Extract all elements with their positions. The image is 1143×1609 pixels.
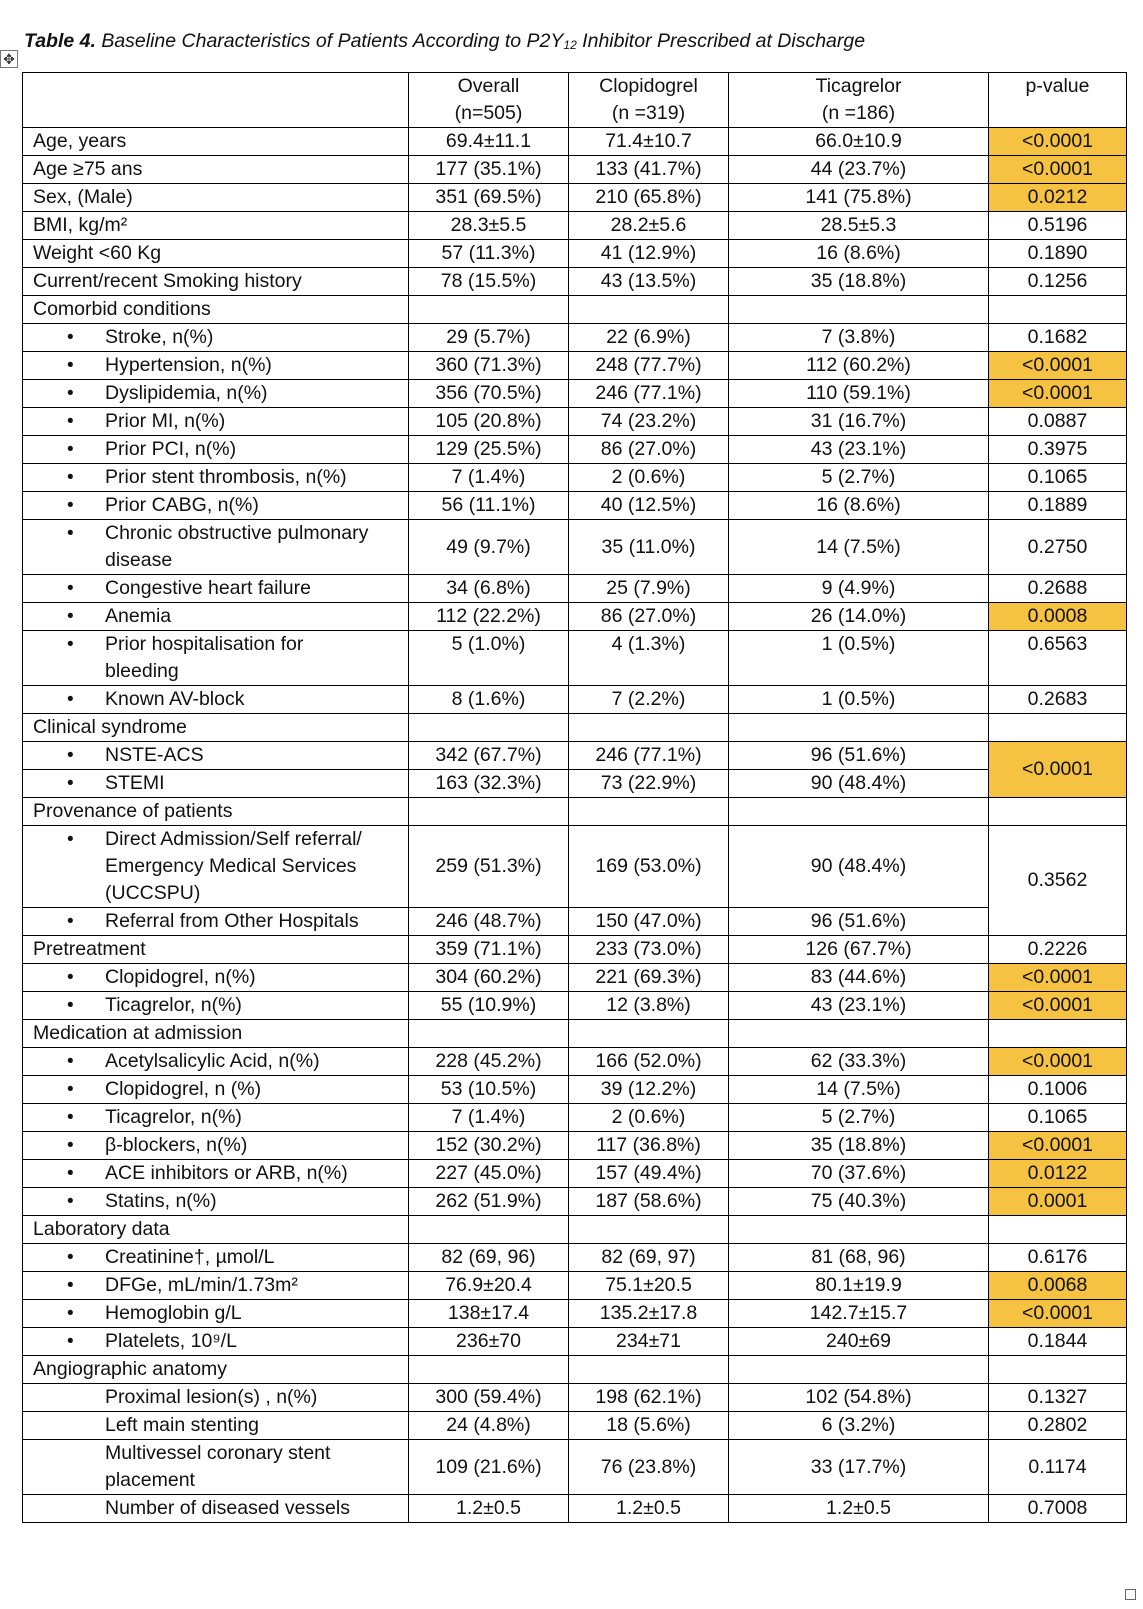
table-row: [23, 1440, 1127, 1495]
cell-overall: 7 (1.4%): [409, 464, 569, 492]
cell-clopidogrel: 246 (77.1%): [569, 380, 729, 408]
cell-overall: 53 (10.5%): [409, 1076, 569, 1104]
section-label: Laboratory data: [23, 1216, 409, 1244]
row-label: • Acetylsalicylic Acid, n(%): [23, 1048, 409, 1076]
table-row: [23, 686, 1127, 714]
cell-overall: 351 (69.5%): [409, 184, 569, 212]
row-label-line: disease: [105, 549, 173, 571]
cell-ticagrelor: 1 (0.5%): [729, 686, 989, 714]
section-row: [23, 296, 1127, 324]
cell-clopidogrel: 210 (65.8%): [569, 184, 729, 212]
cell-overall: 342 (67.7%): [409, 742, 569, 770]
section-label: Provenance of patients: [23, 798, 409, 826]
cell-ticagrelor: 240±69: [729, 1328, 989, 1356]
table-caption-label: Table 4.: [24, 30, 96, 52]
cell-overall: 76.9±20.4: [409, 1272, 569, 1300]
row-label: Pretreatment: [23, 936, 409, 964]
section-label: Medication at admission: [23, 1020, 409, 1048]
table-row: [23, 1048, 1127, 1076]
table-row: [23, 575, 1127, 603]
row-label: BMI, kg/m²: [23, 212, 409, 240]
cell-p-value: 0.0008: [989, 603, 1127, 631]
cell-p-value: 0.6176: [989, 1244, 1127, 1272]
table-row: [23, 1300, 1127, 1328]
cell-clopidogrel: 221 (69.3%): [569, 964, 729, 992]
cell-overall: 69.4±11.1: [409, 128, 569, 156]
table-row: [23, 380, 1127, 408]
cell-clopidogrel: 76 (23.8%): [569, 1440, 729, 1495]
cell-overall: 129 (25.5%): [409, 436, 569, 464]
header-clopidogrel-n: (n =319): [611, 102, 686, 124]
table-row: [23, 1272, 1127, 1300]
row-label: • ACE inhibitors or ARB, n(%): [23, 1160, 409, 1188]
cell-p-value: 0.1844: [989, 1328, 1127, 1356]
row-label: • Prior PCI, n(%): [23, 436, 409, 464]
header-ticagrelor-name: Ticagrelor: [815, 75, 902, 97]
cell-ticagrelor: 35 (18.8%): [729, 268, 989, 296]
table-row: [23, 1104, 1127, 1132]
section-row: [23, 798, 1127, 826]
section-row: [23, 1020, 1127, 1048]
row-label: Proximal lesion(s) , n(%): [23, 1384, 409, 1412]
table-row: [23, 156, 1127, 184]
cell-overall: 34 (6.8%): [409, 575, 569, 603]
cell-p-value: <0.0001: [989, 156, 1127, 184]
cell-clopidogrel: 1.2±0.5: [569, 1495, 729, 1523]
table-row: [23, 1076, 1127, 1104]
cell-overall: 1.2±0.5: [409, 1495, 569, 1523]
cell-overall: 152 (30.2%): [409, 1132, 569, 1160]
cell-p-value: <0.0001: [989, 352, 1127, 380]
table-row: [23, 742, 1127, 770]
cell-clopidogrel: 135.2±17.8: [569, 1300, 729, 1328]
cell-p-value: 0.0212: [989, 184, 1127, 212]
cell-ticagrelor: 1.2±0.5: [729, 1495, 989, 1523]
cell-ticagrelor: 75 (40.3%): [729, 1188, 989, 1216]
cell-ticagrelor: 1 (0.5%): [729, 631, 989, 686]
cell-ticagrelor: 9 (4.9%): [729, 575, 989, 603]
cell-ticagrelor: 35 (18.8%): [729, 1132, 989, 1160]
row-label-line: • Prior hospitalisation for: [105, 633, 304, 655]
cell-clopidogrel: 234±71: [569, 1328, 729, 1356]
row-label-line: (UCCSPU): [105, 882, 201, 904]
table-row: [23, 1160, 1127, 1188]
row-label-line: • Direct Admission/Self referral/: [105, 828, 362, 850]
cell-clopidogrel: 7 (2.2%): [569, 686, 729, 714]
header-overall-name: Overall: [457, 75, 520, 97]
cell-clopidogrel: 40 (12.5%): [569, 492, 729, 520]
cell-p-value: 0.2683: [989, 686, 1127, 714]
table-row: [23, 770, 1127, 798]
cell-ticagrelor: 96 (51.6%): [729, 908, 989, 936]
cell-overall: 28.3±5.5: [409, 212, 569, 240]
section-label: Angiographic anatomy: [23, 1356, 409, 1384]
row-label: Number of diseased vessels: [23, 1495, 409, 1523]
row-label: • Prior stent thrombosis, n(%): [23, 464, 409, 492]
baseline-characteristics-table: [22, 72, 1127, 1523]
table-row: [23, 352, 1127, 380]
cell-overall: 163 (32.3%): [409, 770, 569, 798]
cell-overall: 109 (21.6%): [409, 1440, 569, 1495]
cell-clopidogrel: 39 (12.2%): [569, 1076, 729, 1104]
cell-p-value: 0.0001: [989, 1188, 1127, 1216]
row-label: [23, 826, 409, 908]
row-label: • Dyslipidemia, n(%): [23, 380, 409, 408]
cell-clopidogrel: 187 (58.6%): [569, 1188, 729, 1216]
table-row: [23, 1495, 1127, 1523]
cell-p-value: 0.1889: [989, 492, 1127, 520]
cell-clopidogrel: 35 (11.0%): [569, 520, 729, 575]
header-p-value-name: p-value: [1025, 75, 1090, 97]
cell-overall: 56 (11.1%): [409, 492, 569, 520]
row-label: Age ≥75 ans: [23, 156, 409, 184]
cell-clopidogrel: 157 (49.4%): [569, 1160, 729, 1188]
cell-clopidogrel: 22 (6.9%): [569, 324, 729, 352]
table-row: [23, 936, 1127, 964]
cell-clopidogrel: 12 (3.8%): [569, 992, 729, 1020]
cell-p-value: 0.2226: [989, 936, 1127, 964]
row-label: • DFGe, mL/min/1.73m²: [23, 1272, 409, 1300]
cell-p-value: 0.3562: [989, 826, 1127, 936]
cell-ticagrelor: 28.5±5.3: [729, 212, 989, 240]
cell-ticagrelor: 6 (3.2%): [729, 1412, 989, 1440]
table-row: [23, 268, 1127, 296]
table-row: [23, 1412, 1127, 1440]
cell-ticagrelor: 110 (59.1%): [729, 380, 989, 408]
cell-ticagrelor: 102 (54.8%): [729, 1384, 989, 1412]
cell-p-value: 0.1682: [989, 324, 1127, 352]
table-header-row: [23, 73, 1127, 128]
cell-p-value: 0.1327: [989, 1384, 1127, 1412]
cell-clopidogrel: 233 (73.0%): [569, 936, 729, 964]
cell-ticagrelor: 126 (67.7%): [729, 936, 989, 964]
cell-overall: 304 (60.2%): [409, 964, 569, 992]
row-label: Sex, (Male): [23, 184, 409, 212]
cell-overall: 356 (70.5%): [409, 380, 569, 408]
row-label-line: Multivessel coronary stent: [105, 1442, 331, 1464]
cell-ticagrelor: 141 (75.8%): [729, 184, 989, 212]
cell-ticagrelor: 80.1±19.9: [729, 1272, 989, 1300]
cell-clopidogrel: 75.1±20.5: [569, 1272, 729, 1300]
cell-ticagrelor: 31 (16.7%): [729, 408, 989, 436]
cell-clopidogrel: 2 (0.6%): [569, 1104, 729, 1132]
cell-p-value: <0.0001: [989, 1300, 1127, 1328]
cell-overall: 360 (71.3%): [409, 352, 569, 380]
header-ticagrelor-n: (n =186): [821, 102, 896, 124]
cell-clopidogrel: 86 (27.0%): [569, 603, 729, 631]
header-label-cell: [23, 73, 409, 128]
row-label: • Prior MI, n(%): [23, 408, 409, 436]
cell-p-value: 0.0068: [989, 1272, 1127, 1300]
header-ticagrelor: [729, 73, 989, 128]
cell-p-value: <0.0001: [989, 742, 1127, 798]
cell-p-value: 0.2802: [989, 1412, 1127, 1440]
cell-overall: 105 (20.8%): [409, 408, 569, 436]
cell-overall: 138±17.4: [409, 1300, 569, 1328]
cell-clopidogrel: 25 (7.9%): [569, 575, 729, 603]
cell-clopidogrel: 198 (62.1%): [569, 1384, 729, 1412]
row-label: • STEMI: [23, 770, 409, 798]
cell-p-value: 0.1174: [989, 1440, 1127, 1495]
cell-ticagrelor: 43 (23.1%): [729, 436, 989, 464]
cell-p-value: <0.0001: [989, 128, 1127, 156]
row-label: • Referral from Other Hospitals: [23, 908, 409, 936]
cell-ticagrelor: 90 (48.4%): [729, 826, 989, 908]
cell-clopidogrel: 133 (41.7%): [569, 156, 729, 184]
cell-ticagrelor: 5 (2.7%): [729, 464, 989, 492]
table-resize-handle-icon[interactable]: [1125, 1589, 1136, 1600]
row-label: • Prior CABG, n(%): [23, 492, 409, 520]
cell-ticagrelor: 142.7±15.7: [729, 1300, 989, 1328]
cell-clopidogrel: 18 (5.6%): [569, 1412, 729, 1440]
table-row: [23, 964, 1127, 992]
section-row: [23, 1216, 1127, 1244]
cell-ticagrelor: 90 (48.4%): [729, 770, 989, 798]
cell-p-value: 0.6563: [989, 631, 1127, 686]
table-row: [23, 1328, 1127, 1356]
cell-p-value: <0.0001: [989, 1048, 1127, 1076]
cell-ticagrelor: 44 (23.7%): [729, 156, 989, 184]
table-row: [23, 464, 1127, 492]
table-caption: [24, 30, 865, 53]
section-label: Comorbid conditions: [23, 296, 409, 324]
row-label: • Platelets, 10⁹/L: [23, 1328, 409, 1356]
cell-p-value: 0.2688: [989, 575, 1127, 603]
cell-p-value: 0.3975: [989, 436, 1127, 464]
cell-clopidogrel: 248 (77.7%): [569, 352, 729, 380]
cell-overall: 5 (1.0%): [409, 631, 569, 686]
cell-p-value: <0.0001: [989, 964, 1127, 992]
cell-ticagrelor: 33 (17.7%): [729, 1440, 989, 1495]
cell-ticagrelor: 7 (3.8%): [729, 324, 989, 352]
cell-p-value: 0.0122: [989, 1160, 1127, 1188]
cell-ticagrelor: 14 (7.5%): [729, 520, 989, 575]
table-row: [23, 992, 1127, 1020]
cell-overall: 82 (69, 96): [409, 1244, 569, 1272]
cell-ticagrelor: 62 (33.3%): [729, 1048, 989, 1076]
row-label: • Creatinine†, µmol/L: [23, 1244, 409, 1272]
header-clopidogrel: [569, 73, 729, 128]
cell-clopidogrel: 246 (77.1%): [569, 742, 729, 770]
cell-p-value: <0.0001: [989, 380, 1127, 408]
cell-p-value: 0.1065: [989, 464, 1127, 492]
row-label-line: Emergency Medical Services: [105, 855, 357, 877]
cell-ticagrelor: 5 (2.7%): [729, 1104, 989, 1132]
cell-overall: 49 (9.7%): [409, 520, 569, 575]
cell-overall: 7 (1.4%): [409, 1104, 569, 1132]
row-label: • Clopidogrel, n (%): [23, 1076, 409, 1104]
row-label: Age, years: [23, 128, 409, 156]
table-row: [23, 1188, 1127, 1216]
cell-overall: 78 (15.5%): [409, 268, 569, 296]
cell-p-value: <0.0001: [989, 992, 1127, 1020]
table-row: [23, 520, 1127, 575]
cell-ticagrelor: 26 (14.0%): [729, 603, 989, 631]
header-overall-n: (n=505): [454, 102, 523, 124]
cell-ticagrelor: 70 (37.6%): [729, 1160, 989, 1188]
cell-overall: 55 (10.9%): [409, 992, 569, 1020]
table-row: [23, 128, 1127, 156]
cell-ticagrelor: 66.0±10.9: [729, 128, 989, 156]
cell-clopidogrel: 73 (22.9%): [569, 770, 729, 798]
cell-p-value: 0.1890: [989, 240, 1127, 268]
table-caption-text: Baseline Characteristics of Patients According to P2Y: [101, 30, 564, 52]
table-row: [23, 436, 1127, 464]
row-label: • Ticagrelor, n(%): [23, 992, 409, 1020]
cell-ticagrelor: 16 (8.6%): [729, 492, 989, 520]
section-row: [23, 1356, 1127, 1384]
table-row: [23, 826, 1127, 908]
row-label: Current/recent Smoking history: [23, 268, 409, 296]
cell-overall: 262 (51.9%): [409, 1188, 569, 1216]
row-label: • Clopidogrel, n(%): [23, 964, 409, 992]
table-row: [23, 908, 1127, 936]
cell-overall: 236±70: [409, 1328, 569, 1356]
row-label: • NSTE-ACS: [23, 742, 409, 770]
cell-overall: 8 (1.6%): [409, 686, 569, 714]
cell-overall: 259 (51.3%): [409, 826, 569, 908]
cell-ticagrelor: 81 (68, 96): [729, 1244, 989, 1272]
row-label: • Anemia: [23, 603, 409, 631]
cell-clopidogrel: 74 (23.2%): [569, 408, 729, 436]
cell-clopidogrel: 43 (13.5%): [569, 268, 729, 296]
table-row: [23, 631, 1127, 686]
cell-clopidogrel: 117 (36.8%): [569, 1132, 729, 1160]
cell-overall: 246 (48.7%): [409, 908, 569, 936]
section-row: [23, 714, 1127, 742]
cell-overall: 359 (71.1%): [409, 936, 569, 964]
row-label: • Stroke, n(%): [23, 324, 409, 352]
table-row: [23, 603, 1127, 631]
table-row: [23, 240, 1127, 268]
cell-clopidogrel: 82 (69, 97): [569, 1244, 729, 1272]
table-row: [23, 1244, 1127, 1272]
table-caption-subscript: 12: [563, 38, 577, 52]
row-label: [23, 631, 409, 686]
cell-overall: 24 (4.8%): [409, 1412, 569, 1440]
row-label: • Hypertension, n(%): [23, 352, 409, 380]
cell-p-value: 0.2750: [989, 520, 1127, 575]
cell-ticagrelor: 96 (51.6%): [729, 742, 989, 770]
row-label: Weight <60 Kg: [23, 240, 409, 268]
cell-clopidogrel: 2 (0.6%): [569, 464, 729, 492]
cell-p-value: <0.0001: [989, 1132, 1127, 1160]
cell-p-value: 0.1065: [989, 1104, 1127, 1132]
cell-clopidogrel: 169 (53.0%): [569, 826, 729, 908]
cell-p-value: 0.1256: [989, 268, 1127, 296]
cell-overall: 57 (11.3%): [409, 240, 569, 268]
header-overall: [409, 73, 569, 128]
cell-overall: 177 (35.1%): [409, 156, 569, 184]
cell-clopidogrel: 4 (1.3%): [569, 631, 729, 686]
header-clopidogrel-name: Clopidogrel: [599, 75, 698, 97]
row-label-line: placement: [105, 1469, 195, 1491]
row-label: • Known AV-block: [23, 686, 409, 714]
table-row: [23, 324, 1127, 352]
row-label: • Hemoglobin g/L: [23, 1300, 409, 1328]
row-label: • Congestive heart failure: [23, 575, 409, 603]
table-row: [23, 1132, 1127, 1160]
table-row: [23, 492, 1127, 520]
cell-overall: 300 (59.4%): [409, 1384, 569, 1412]
cell-p-value: 0.0887: [989, 408, 1127, 436]
cell-p-value: 0.7008: [989, 1495, 1127, 1523]
table-row: [23, 1384, 1127, 1412]
cell-overall: 112 (22.2%): [409, 603, 569, 631]
row-label: [23, 1440, 409, 1495]
table-row: [23, 408, 1127, 436]
cell-ticagrelor: 16 (8.6%): [729, 240, 989, 268]
row-label: Left main stenting: [23, 1412, 409, 1440]
row-label: [23, 520, 409, 575]
row-label: • β-blockers, n(%): [23, 1132, 409, 1160]
cell-p-value: 0.1006: [989, 1076, 1127, 1104]
cell-clopidogrel: 41 (12.9%): [569, 240, 729, 268]
cell-clopidogrel: 150 (47.0%): [569, 908, 729, 936]
cell-ticagrelor: 83 (44.6%): [729, 964, 989, 992]
cell-clopidogrel: 71.4±10.7: [569, 128, 729, 156]
cell-ticagrelor: 14 (7.5%): [729, 1076, 989, 1104]
cell-overall: 228 (45.2%): [409, 1048, 569, 1076]
cell-overall: 227 (45.0%): [409, 1160, 569, 1188]
cell-clopidogrel: 28.2±5.6: [569, 212, 729, 240]
cell-overall: 29 (5.7%): [409, 324, 569, 352]
row-label-line: • Chronic obstructive pulmonary: [105, 522, 369, 544]
table-row: [23, 212, 1127, 240]
cell-clopidogrel: 166 (52.0%): [569, 1048, 729, 1076]
cell-clopidogrel: 86 (27.0%): [569, 436, 729, 464]
table-move-handle-icon[interactable]: ✥: [0, 50, 18, 68]
row-label: • Statins, n(%): [23, 1188, 409, 1216]
row-label: • Ticagrelor, n(%): [23, 1104, 409, 1132]
table-row: [23, 184, 1127, 212]
cell-ticagrelor: 43 (23.1%): [729, 992, 989, 1020]
cell-p-value: 0.5196: [989, 212, 1127, 240]
row-label-line: bleeding: [105, 660, 179, 682]
cell-ticagrelor: 112 (60.2%): [729, 352, 989, 380]
section-label: Clinical syndrome: [23, 714, 409, 742]
table-caption-text-end: Inhibitor Prescribed at Discharge: [576, 30, 866, 52]
header-p-value: [989, 73, 1127, 128]
